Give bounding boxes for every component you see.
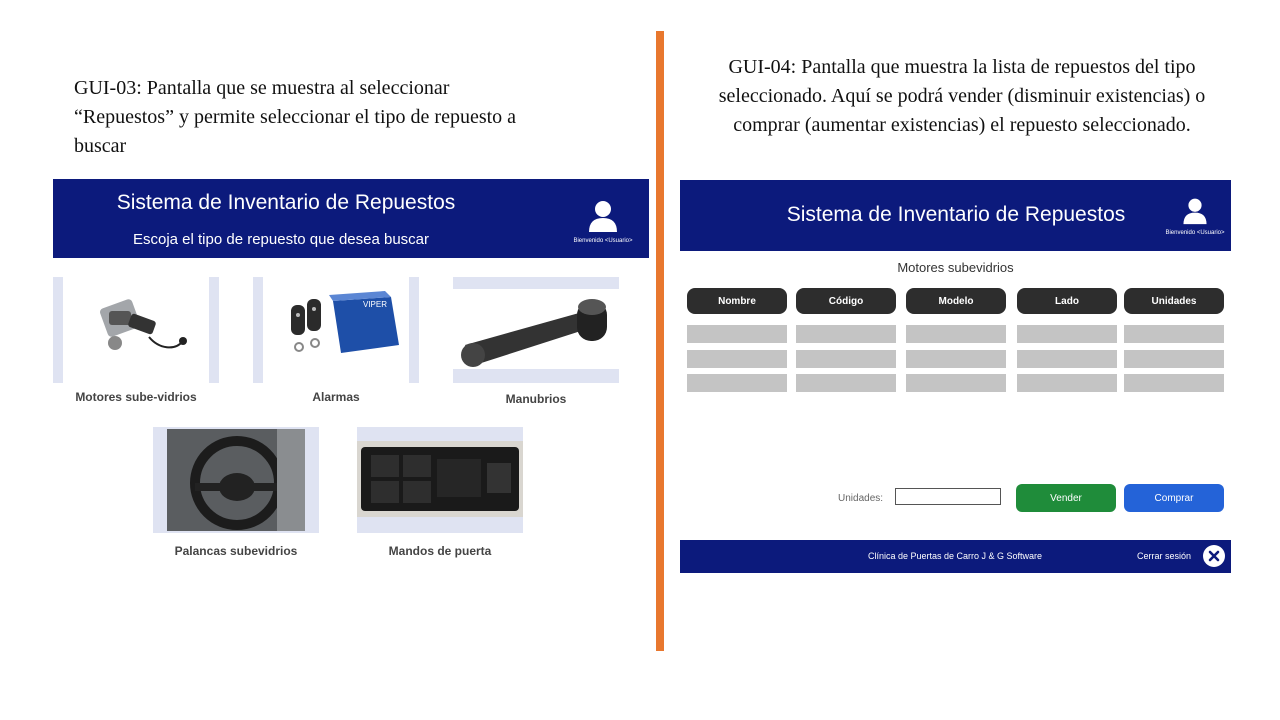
gui03-user-area[interactable]: [563, 199, 643, 244]
caption-gui03: GUI-03: Pantalla que se muestra al seleccionar “Repuestos” y permite seleccionar el tipo de repuesto a buscar: [74, 77, 517, 157]
table-cell[interactable]: [906, 325, 1006, 343]
category-label: Alarmas: [312, 390, 360, 404]
divider: [656, 31, 664, 651]
category-alarmas[interactable]: [253, 277, 419, 407]
category-manubrios[interactable]: [453, 277, 619, 407]
category-label: Motores sube-vidrios: [75, 390, 197, 404]
category-mandos[interactable]: [357, 427, 523, 561]
column-header-lado[interactable]: Lado: [1017, 288, 1117, 314]
table-cell[interactable]: [687, 350, 787, 368]
table-cell[interactable]: [796, 350, 896, 368]
gui04-user-greeting: Bienvenido <Usuario>: [1165, 230, 1225, 236]
table-cell[interactable]: [1124, 374, 1224, 392]
gui04-screen: [680, 180, 1231, 573]
door-switch-photo-icon: [357, 441, 523, 517]
svg-text:VIPER: VIPER: [363, 300, 388, 309]
footer-text: Clínica de Puertas de Carro J & G Software: [867, 551, 1043, 561]
window-motor-photo-icon: [63, 277, 209, 383]
category-label: Manubrios: [505, 392, 567, 406]
table-cell[interactable]: [1124, 325, 1224, 343]
column-header-nombre[interactable]: Nombre: [687, 288, 787, 314]
column-header-modelo[interactable]: Modelo: [906, 288, 1006, 314]
gui04-section-title: Motores subevidrios: [897, 260, 1014, 275]
table-cell[interactable]: [687, 374, 787, 392]
table-cell[interactable]: [1017, 350, 1117, 368]
window-crank-photo-icon: [453, 289, 619, 369]
gui04-user-area[interactable]: [1163, 197, 1227, 236]
gui04-footer: [680, 540, 1231, 573]
gui03-subtitle: Escoja el tipo de repuesto que desea buscar: [132, 231, 430, 248]
caption-gui04: GUI-04: Pantalla que muestra la lista de repuestos del tipo seleccionado. Aquí se podrá vender (disminuir existencias) o comprar (aumentar existencias) el repuesto seleccionado.: [718, 56, 1206, 136]
table-cell[interactable]: [796, 374, 896, 392]
units-label: Unidades:: [838, 493, 884, 504]
gui04-title: Sistema de Inventario de Repuestos: [786, 203, 1126, 226]
category-motores[interactable]: [53, 277, 219, 407]
table-cell[interactable]: [796, 325, 896, 343]
user-icon: [1181, 197, 1209, 225]
category-label: Palancas subevidrios: [174, 544, 298, 558]
gui03-title: Sistema de Inventario de Repuestos: [116, 191, 456, 214]
column-header-unidades[interactable]: Unidades: [1124, 288, 1224, 314]
category-palancas[interactable]: [153, 427, 319, 561]
category-label: Mandos de puerta: [388, 544, 492, 558]
units-input[interactable]: [895, 488, 1001, 505]
user-icon: [586, 199, 620, 233]
table-cell[interactable]: [906, 350, 1006, 368]
table-cell[interactable]: [1017, 325, 1117, 343]
gui04-header: [680, 180, 1231, 251]
table-cell[interactable]: [906, 374, 1006, 392]
table-cell[interactable]: [1017, 374, 1117, 392]
steering-wheel-photo-icon: [167, 429, 305, 531]
gui03-header: [53, 179, 649, 258]
gui03-user-greeting: Bienvenido <Usuario>: [573, 238, 633, 244]
buy-button[interactable]: Comprar: [1124, 484, 1224, 512]
column-header-codigo[interactable]: Código: [796, 288, 896, 314]
table-cell[interactable]: [1124, 350, 1224, 368]
close-icon: [1203, 545, 1225, 567]
logout-link[interactable]: Cerrar sesión: [1137, 551, 1192, 561]
table-cell[interactable]: [687, 325, 787, 343]
logout-close-button[interactable]: [1203, 545, 1225, 567]
gui03-screen: [53, 179, 649, 579]
car-alarm-photo-icon: [263, 277, 409, 383]
sell-button[interactable]: Vender: [1016, 484, 1116, 512]
